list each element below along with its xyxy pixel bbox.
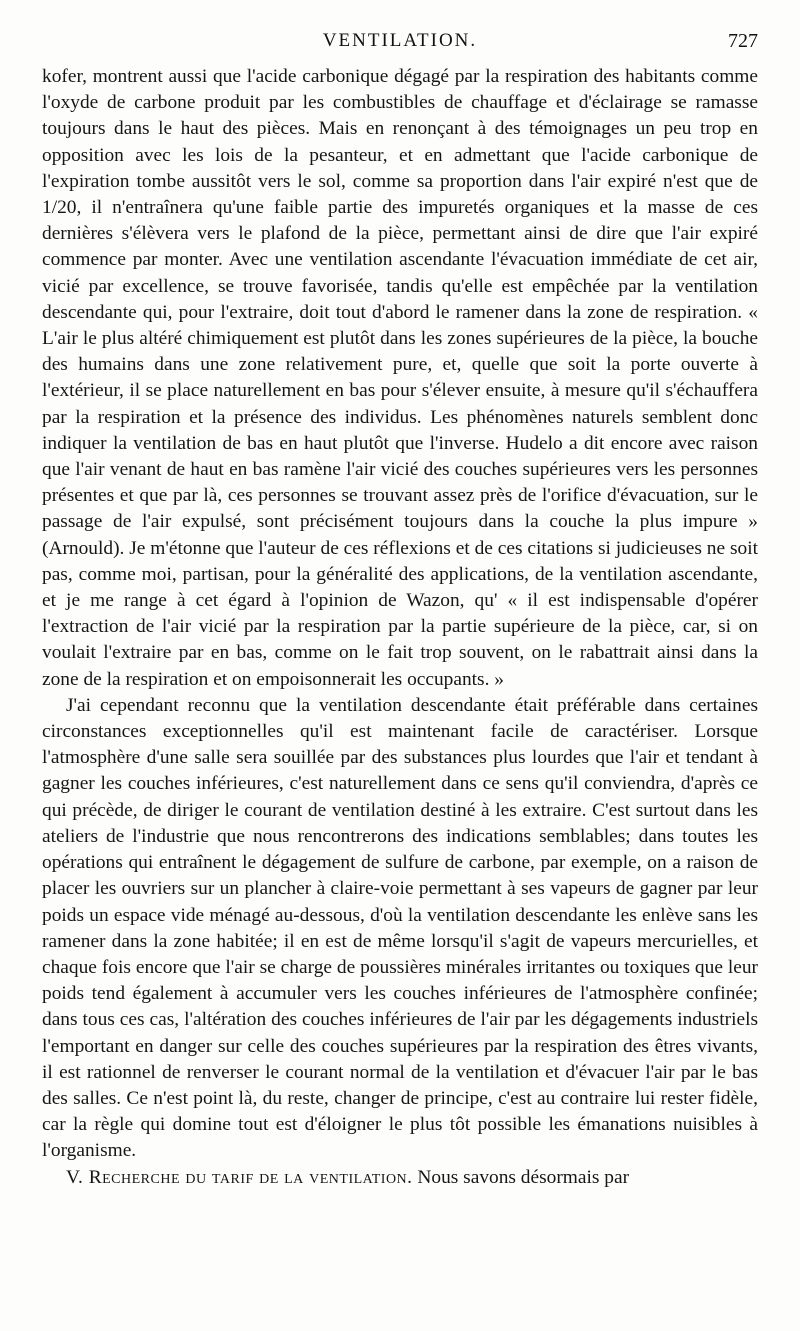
page-number: 727: [728, 30, 758, 52]
running-title: VENTILATION.: [322, 30, 478, 51]
paragraph-continuation: kofer, montrent aussi que l'acide carbonique dégagé par la respiration des habitants comme l'oxyde de carbone produit par les combustibles de chauffage et d'éclairage se ramasse toujours dans le haut des pièces. Mais en renonçant à des témoignages un peu trop en opposition avec les lois de la pesanteur, et en admettant que l'acide carbonique de l'expiration tombe aussitôt vers le sol, comme sa proportion dans l'air expiré n'est que de 1/20, il n'entraînera qu'une faible partie des impuretés organiques et la masse de ces dernières s'élèvera vers le plafond de la pièce, permettant ainsi de dire que l'air expiré commence par monter. Avec une ventilation ascendante l'évacuation immédiate de cet air, vicié par excellence, se trouve favorisée, tandis qu'elle est empêchée par la ventilation descendante qui, pour l'extraire, doit tout d'abord le ramener dans la zone de respiration. « L'air le plus altéré chimiquement est plutôt dans les zones supérieures de la pièce, la bouche des humains dans une zone relativement pure, et, quelle que soit la porte ouverte à l'extérieur, il se place naturellement en bas pour s'élever ensuite, à mesure qu'il s'échauffera par la respiration et la présence des individus. Les phénomènes naturels semblent donc indiquer la ventilation de bas en haut plutôt que l'inverse. Hudelo a dit encore avec raison que l'air venant de haut en bas ramène l'air vicié des couches supérieures vers les personnes présentes et que par là, ces personnes se trouvant assez près de l'orifice d'évacuation, sur le passage de l'air expulsé, sont précisément toujours dans la couche la plus impure » (Arnould). Je m'étonne que l'auteur de ces réflexions et de ces citations si judicieuses ne soit pas, comme moi, partisan, pour la généralité des applications, de la ventilation ascendante, et je me range à cet égard à l'opinion de Wazon, qu' « il est indispensable d'opérer l'extraction de l'air vicié par la respiration par la partie supérieure de la pièce, car, si on voulait l'extraire par en bas, comme on le fait trop souvent, on le rabattrait ainsi dans la zone de la respiration et on empoisonnerait les occupants. »: [42, 66, 758, 690]
paragraph-descending-ventilation: J'ai cependant reconnu que la ventilation descendante était préférable dans certaines circonstances exceptionnelles qu'il est maintenant facile de caractériser. Lorsque l'atmosphère d'une salle sera souillée par des substances plus lourdes que l'air et tendant à gagner les couches inférieures, c'est naturellement dans ce sens qu'il conviendra, d'après ce qui précède, de diriger le courant de ventilation destiné à les extraire. C'est surtout dans les ateliers de l'industrie que nous rencontrerons des indications semblables; dans toutes les opérations qui entraînent le dégagement de sulfure de carbone, par exemple, on a raison de placer les ouvriers sur un plancher à claire-voie permettant à ses vapeurs de gagner par leur poids un espace vide ménagé au-dessous, d'où la ventilation descendante les enlève sans les ramener dans la zone habitée; il en est de même lorsqu'il s'agit de vapeurs mercurielles, et chaque fois encore que l'air se charge de poussières minérales irritantes ou toxiques que leur poids tend également à accumuler vers les couches inférieures de l'atmosphère confinée; dans tous ces cas, l'altération des couches inférieures de l'air par les dégagements industriels l'emportant en danger sur celle des couches supérieures par la respiration des êtres vivants, il est rationnel de renverser le courant normal de la ventilation et d'évacuer l'air par le bas des salles. Ce n'est point là, du reste, changer de principe, c'est au contraire lui rester fidèle, car la règle qui domine tout est d'éloigner le plus tôt possible les émanations nuisibles à l'organisme.: [42, 694, 758, 1162]
body-text: [42, 64, 758, 1191]
section-heading: V. Recherche du tarif de la ventilation.: [66, 1166, 413, 1188]
running-header: [42, 30, 758, 56]
section-text: Nous savons désormais par: [417, 1166, 630, 1188]
paragraph-section-v: [42, 1165, 758, 1191]
